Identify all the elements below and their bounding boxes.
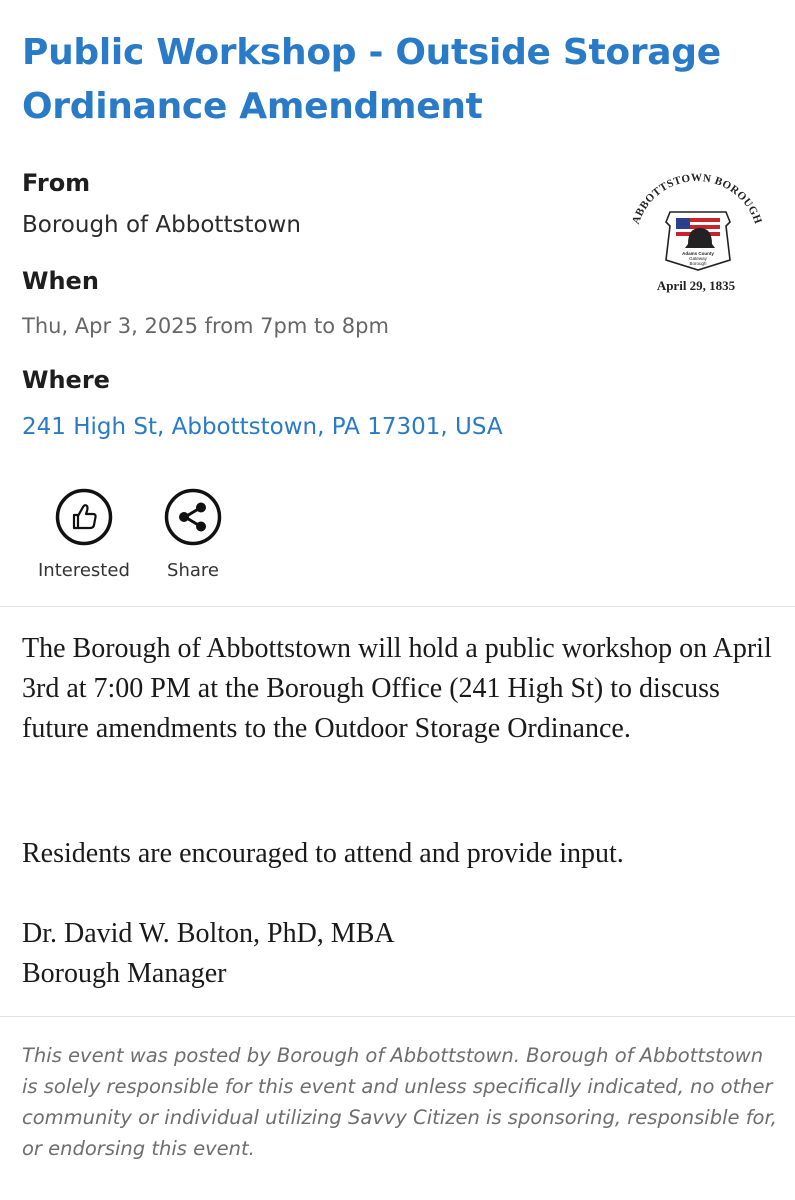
from-label: From (22, 169, 91, 197)
where-address-link[interactable]: 241 High St, Abbottstown, PA 17301, USA (22, 414, 503, 440)
borough-seal-logo (618, 172, 768, 302)
from-value: Borough of Abbottstown (22, 212, 301, 238)
when-value: Thu, Apr 3, 2025 from 7pm to 8pm (22, 314, 389, 338)
seal-arc-text: ABBOTTSTOWN BOROUGH (629, 172, 765, 226)
share-icon (164, 488, 222, 546)
section-divider (0, 1016, 795, 1017)
description-paragraph: The Borough of Abbottstown will hold a public workshop on April 3rd at 7:00 PM at the Borough Office (241 High St) to discuss future amendments to the Outdoor Storage Ordinance. (22, 633, 772, 744)
thumbs-up-icon (55, 488, 113, 546)
interested-button[interactable] (38, 488, 130, 581)
share-button[interactable] (164, 488, 222, 581)
where-label: Where (22, 366, 110, 394)
signature-name: Dr. David W. Bolton, PhD, MBA (22, 918, 395, 949)
section-divider (0, 606, 795, 607)
share-label: Share (167, 560, 219, 581)
disclaimer-text: This event was posted by Borough of Abbottstown. Borough of Abbottstown is solely responsible for this event and unless specifically indicated, no other community or individual utilizing Savvy Citizen is sponsoring, responsible for, or endorsing this event. (22, 1044, 777, 1160)
seal-inner-text-2: Gateway (689, 256, 707, 261)
seal-inner-text-1: Adams County (682, 251, 714, 256)
seal-inner-text-3: Borough (689, 261, 707, 266)
description-paragraph: Residents are encouraged to attend and provide input. (22, 838, 624, 869)
event-title: Public Workshop - Outside Storage Ordinance Amendment (22, 32, 721, 127)
signature-title: Borough Manager (22, 958, 227, 989)
interested-label: Interested (38, 560, 130, 581)
seal-date-text: April 29, 1835 (656, 278, 736, 293)
when-label: When (22, 267, 99, 295)
